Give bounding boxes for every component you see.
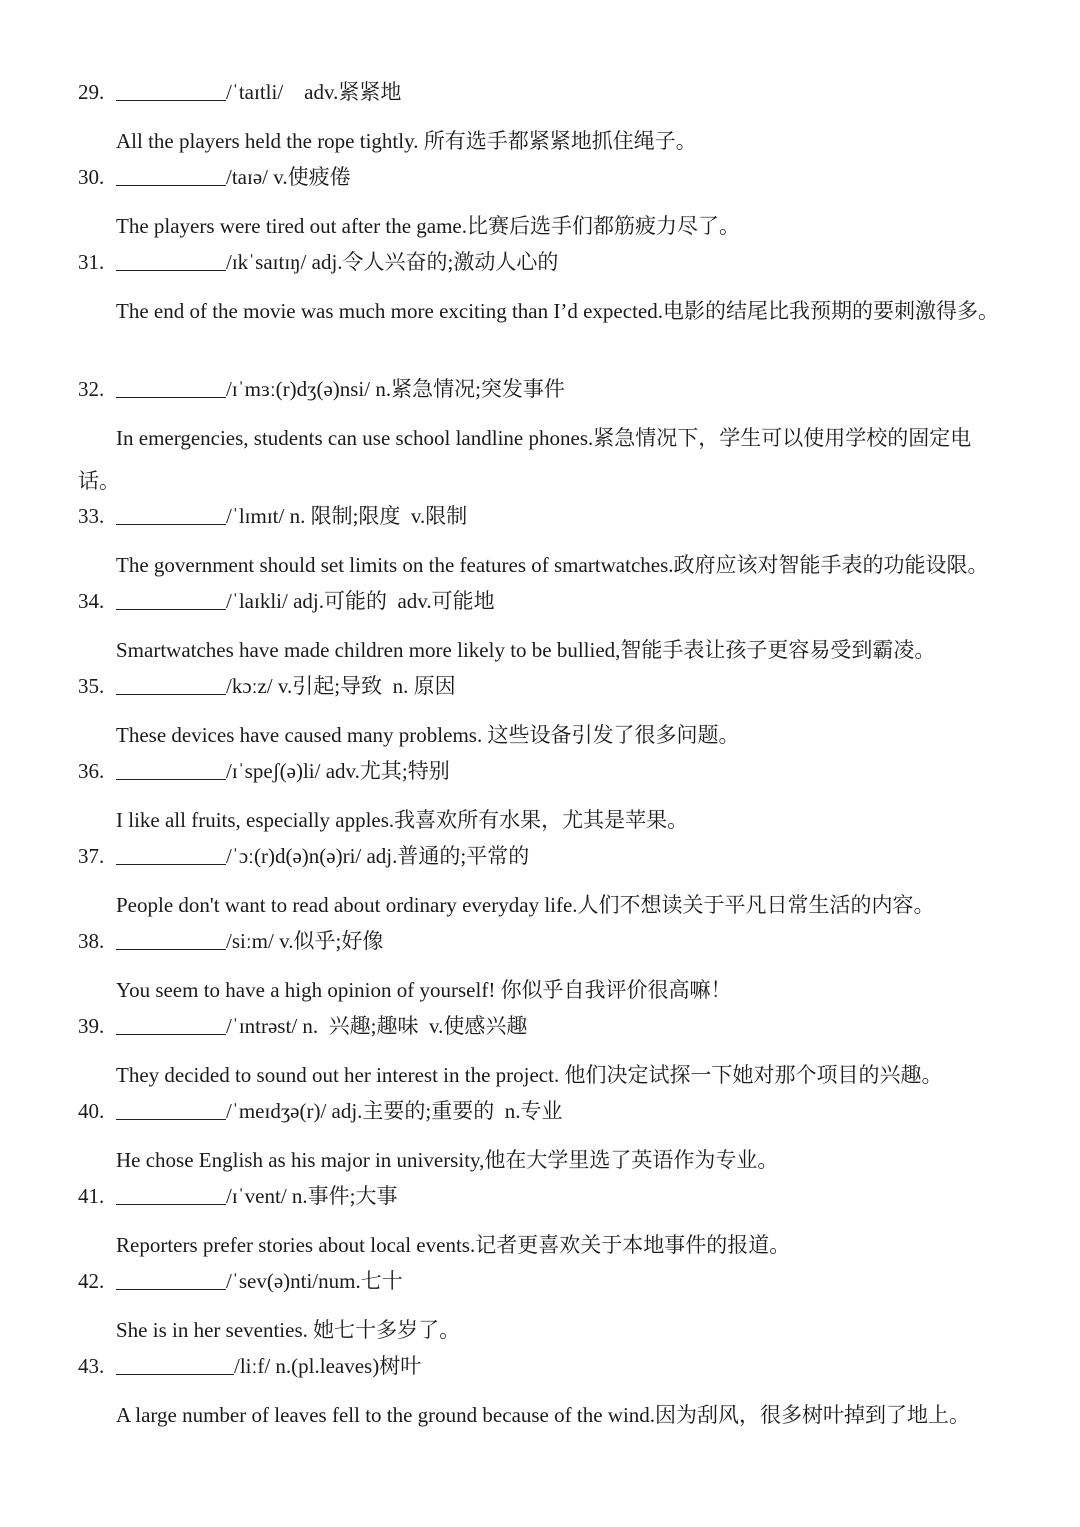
example-sentence: A large number of leaves fell to the ground because of the wind.因为刮风，很多树叶掉到了地上。	[116, 1403, 971, 1427]
answer-blank[interactable]	[116, 1269, 226, 1290]
example-sentence: The government should set limits on the features of smartwatches.政府应该对智能手表的功能设限。	[116, 553, 989, 577]
phonetic-and-meaning: /ˈmeɪdʒə(r)/ adj.主要的;重要的 n.专业	[226, 1099, 563, 1123]
answer-blank[interactable]	[116, 165, 226, 186]
example-sentence: People don't want to read about ordinary everyday life.人们不想读关于平凡日常生活的内容。	[116, 893, 935, 917]
entry-headline	[78, 586, 495, 616]
example-sentence: The players were tired out after the game.比赛后选手们都筋疲力尽了。	[116, 214, 741, 238]
example-sentence: Reporters prefer stories about local events.记者更喜欢关于本地事件的报道。	[116, 1233, 791, 1257]
entry-headline	[78, 162, 351, 192]
entry-headline	[78, 1096, 563, 1126]
entry-number: 37.	[78, 844, 105, 868]
answer-blank[interactable]	[116, 1014, 226, 1035]
example-sentence: She is in her seventies. 她七十多岁了。	[116, 1318, 461, 1342]
answer-blank[interactable]	[116, 504, 226, 525]
entry-headline	[78, 501, 467, 531]
answer-blank[interactable]	[116, 929, 226, 950]
phonetic-and-meaning: /siːm/ v.似乎;好像	[226, 929, 384, 953]
example-sentence: The end of the movie was much more exciting than I’d expected.电影的结尾比我预期的要刺激得多。	[116, 299, 999, 323]
answer-blank[interactable]	[116, 844, 226, 865]
phonetic-and-meaning: /ˈlɪmɪt/ n. 限制;限度 v.限制	[226, 504, 468, 528]
entry-headline	[78, 671, 456, 701]
example-sentence: You seem to have a high opinion of yourself! 你似乎自我评价很高嘛！	[116, 978, 732, 1002]
entry-headline	[78, 1351, 421, 1381]
answer-blank[interactable]	[116, 1099, 226, 1120]
phonetic-and-meaning: /ˈsev(ə)nti/num.七十	[226, 1269, 403, 1293]
phonetic-and-meaning: /liːf/ n.(pl.leaves)树叶	[234, 1354, 422, 1378]
answer-blank[interactable]	[116, 759, 226, 780]
phonetic-and-meaning: /ɪˈvent/ n.事件;大事	[226, 1184, 398, 1208]
entry-headline	[78, 247, 558, 277]
entry-number: 40.	[78, 1099, 105, 1123]
phonetic-and-meaning: /ˈɔː(r)d(ə)n(ə)ri/ adj.普通的;平常的	[226, 844, 530, 868]
entry-headline	[78, 841, 529, 871]
phonetic-and-meaning: /ɪˈspeʃ(ə)li/ adv.尤其;特别	[226, 759, 450, 783]
entry-number: 29.	[78, 80, 105, 104]
entry-number: 38.	[78, 929, 105, 953]
entry-headline	[78, 926, 383, 956]
entry-number: 33.	[78, 504, 105, 528]
entry-number: 39.	[78, 1014, 105, 1038]
entry-headline	[78, 374, 565, 404]
phonetic-and-meaning: /ˈtaɪtli/ adv.紧紧地	[226, 80, 402, 104]
entry-headline	[78, 1266, 403, 1296]
phonetic-and-meaning: /ɪkˈsaɪtɪŋ/ adj.令人兴奋的;激动人心的	[226, 250, 559, 274]
example-sentence: I like all fruits, especially apples.我喜欢所有水果，尤其是苹果。	[116, 808, 689, 832]
example-sentence: He chose English as his major in university,他在大学里选了英语作为专业。	[116, 1148, 779, 1172]
answer-blank[interactable]	[116, 250, 226, 271]
entry-number: 36.	[78, 759, 105, 783]
example-sentence: These devices have caused many problems. 这些设备引发了很多问题。	[116, 723, 740, 747]
entry-number: 31.	[78, 250, 105, 274]
entry-headline	[78, 77, 401, 107]
phonetic-and-meaning: /kɔːz/ v.引起;导致 n. 原因	[226, 674, 456, 698]
example-sentence: Smartwatches have made children more likely to be bullied,智能手表让孩子更容易受到霸凌。	[116, 638, 936, 662]
answer-blank[interactable]	[116, 589, 226, 610]
entry-number: 43.	[78, 1354, 105, 1378]
answer-blank[interactable]	[116, 377, 226, 398]
entry-number: 30.	[78, 165, 105, 189]
entry-headline	[78, 1181, 398, 1211]
entry-number: 42.	[78, 1269, 105, 1293]
answer-blank[interactable]	[116, 80, 226, 101]
example-sentence: All the players held the rope tightly. 所有选手都紧紧地抓住绳子。	[116, 129, 697, 153]
entry-number: 34.	[78, 589, 105, 613]
entry-headline	[78, 1011, 527, 1041]
answer-blank[interactable]	[116, 1184, 226, 1205]
entry-number: 35.	[78, 674, 105, 698]
phonetic-and-meaning: /ˈlaɪkli/ adj.可能的 adv.可能地	[226, 589, 495, 613]
answer-blank[interactable]	[116, 1354, 234, 1375]
phonetic-and-meaning: /taɪə/ v.使疲倦	[226, 165, 351, 189]
phonetic-and-meaning: /ɪˈmɜː(r)dʒ(ə)nsi/ n.紧急情况;突发事件	[226, 377, 565, 401]
phonetic-and-meaning: /ˈɪntrəst/ n. 兴趣;趣味 v.使感兴趣	[226, 1014, 528, 1038]
entry-headline	[78, 756, 450, 786]
answer-blank[interactable]	[116, 674, 226, 695]
example-sentence: They decided to sound out her interest in the project. 他们决定试探一下她对那个项目的兴趣。	[116, 1063, 943, 1087]
example-sentence: In emergencies, students can use school landline phones.紧急情况下，学生可以使用学校的固定电话。	[78, 426, 972, 493]
entry-number: 32.	[78, 377, 105, 401]
entry-number: 41.	[78, 1184, 105, 1208]
